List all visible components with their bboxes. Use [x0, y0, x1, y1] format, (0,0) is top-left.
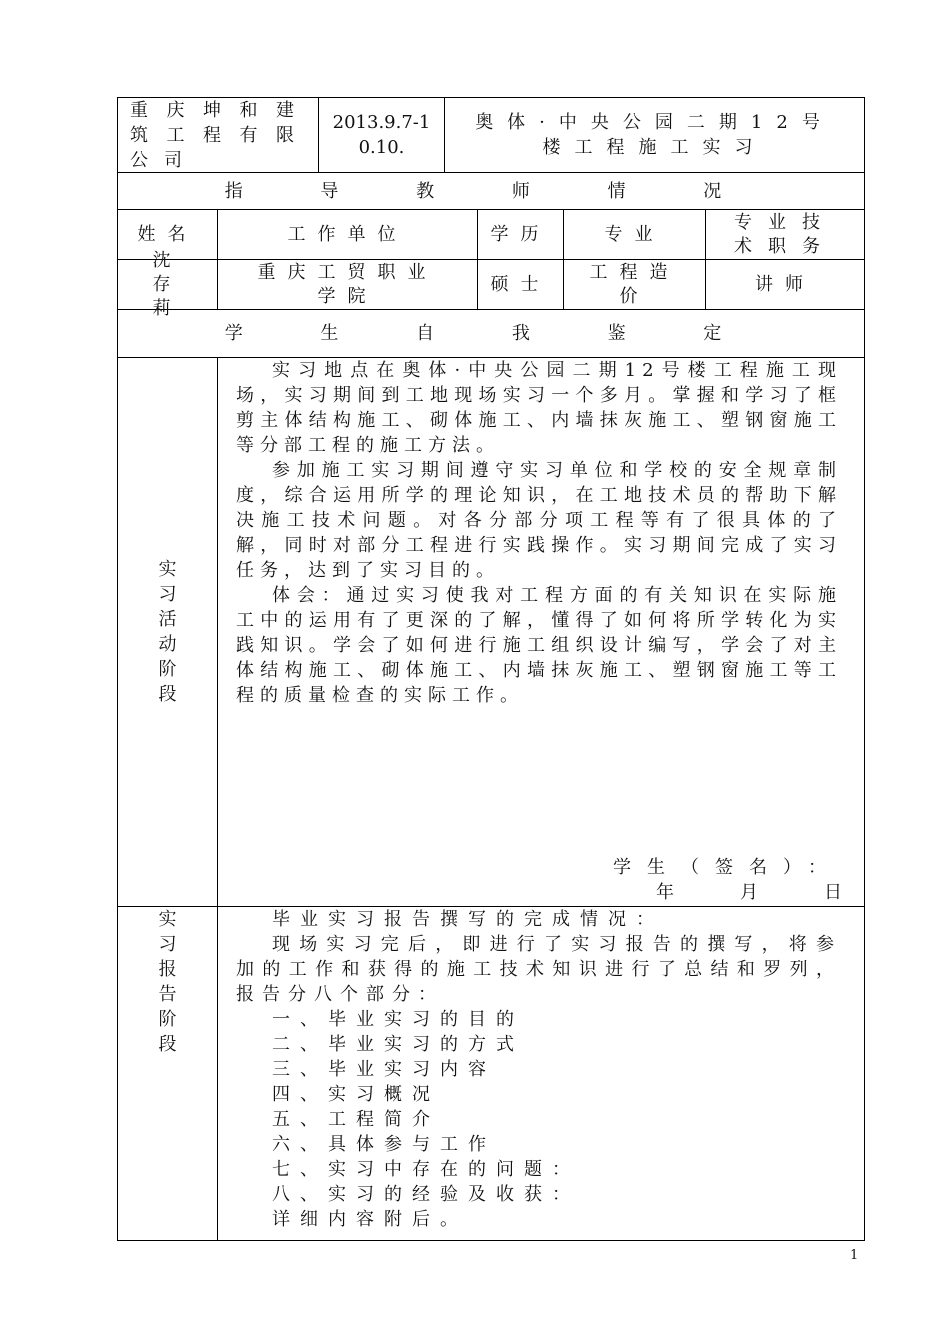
header-unit: 工作单位 — [287, 224, 408, 245]
instructor-name: 沈存莉 — [152, 249, 183, 319]
header-degree-cell — [478, 210, 563, 259]
instructor-unit: 重庆工贸职业学院 — [257, 261, 438, 307]
table-border-bottom — [117, 1240, 865, 1241]
date-line — [656, 880, 842, 905]
instructor-major: 工程造价 — [589, 261, 680, 307]
report-item-2: 二、毕业实习的方式 — [272, 1034, 524, 1055]
instructor-section-title: 指 导 教 师 情 况 — [224, 180, 758, 202]
signature-line: 学生（签名）： — [613, 857, 842, 878]
report-content — [236, 907, 842, 1240]
report-intro: 毕业实习报告撰写的完成情况： — [272, 909, 664, 930]
table-border-right — [864, 97, 865, 1241]
project-title: 奥体·中央公园二期12号楼工程施工实习 — [475, 112, 834, 158]
self-eval-cell — [118, 310, 864, 357]
instructor-name-cell — [118, 249, 217, 319]
activity-paragraph-2: 参加施工实习期间遵守实习单位和学校的安全规章制度，综合运用所学的理论知识，在工地技术员的帮助下解决施工技术问题。对各分部分项工程等有了很具体的了解，同时对部分工程进行实践操作。实习期间完成了实习任务，达到了实习目的。 — [236, 460, 842, 581]
instructor-degree-cell — [478, 260, 563, 309]
dates-cell — [319, 98, 444, 172]
report-paragraph: 现场实习完后，即进行了实习报告的撰写，将参加的工作和获得的施工技术知识进行了总结和罗列，报告分八个部分： — [236, 934, 842, 1005]
report-item-6: 六、具体参与工作 — [272, 1134, 496, 1155]
report-item-7: 七、实习中存在的问题： — [272, 1159, 580, 1180]
activity-paragraph-1: 实习地点在奥体·中央公园二期12号楼工程施工现场，实习期间到工地现场实习一个多月。掌握和学习了框剪主体结构施工、砌体施工、内墙抹灰施工、塑钢窗施工等分部工程的施工方法。 — [236, 360, 842, 456]
report-item-4: 四、实习概况 — [272, 1084, 440, 1105]
month-label: 月 — [740, 882, 758, 903]
instructor-title-cell — [706, 260, 864, 309]
header-degree: 学历 — [490, 224, 551, 245]
instructor-degree: 硕士 — [490, 274, 551, 295]
report-item-9: 详细内容附后。 — [272, 1209, 468, 1230]
report-label: 实习报告阶段 — [158, 909, 177, 1055]
project-cell — [445, 98, 864, 172]
activity-content — [236, 358, 842, 906]
company-name: 重庆坤和建筑工程有限公司 — [130, 100, 310, 171]
header-major: 专业 — [604, 224, 665, 245]
activity-label: 实习活动阶段 — [158, 559, 177, 705]
activity-label-cell — [118, 358, 217, 906]
report-item-8: 八、实习的经验及收获： — [272, 1184, 580, 1205]
company-cell — [130, 98, 310, 172]
body-divider — [217, 357, 218, 1241]
header-unit-cell — [218, 210, 477, 259]
report-label-cell — [118, 907, 217, 1240]
activity-paragraph-3: 体会：通过实习使我对工程方面的有关知识在实际施工中的运用有了更深的了解，懂得了如何将所学转化为实践知识。学会了如何进行施工组织设计编写，学会了对主体结构施工、砌体施工、内墙抹灰施工、塑钢窗施工等工程的质量检查的实际工作。 — [236, 585, 842, 706]
report-item-1: 一、毕业实习的目的 — [272, 1009, 524, 1030]
header-title-cell — [706, 210, 864, 259]
report-item-3: 三、毕业实习内容 — [272, 1059, 496, 1080]
report-item-5: 五、工程简介 — [272, 1109, 440, 1130]
internship-dates: 2013.9.7-10.10. — [332, 112, 431, 158]
instructor-section-cell — [118, 173, 864, 209]
header-title: 专业技术职务 — [734, 211, 836, 257]
page-number: 1 — [850, 1248, 859, 1263]
instructor-unit-cell — [218, 260, 477, 309]
header-name: 姓名 — [137, 224, 198, 245]
year-label: 年 — [656, 882, 674, 903]
instructor-title: 讲师 — [755, 274, 815, 295]
self-eval-title: 学 生 自 我 鉴 定 — [224, 323, 758, 344]
day-label: 日 — [824, 882, 842, 903]
header-major-cell — [564, 210, 705, 259]
instructor-major-cell — [564, 260, 705, 309]
